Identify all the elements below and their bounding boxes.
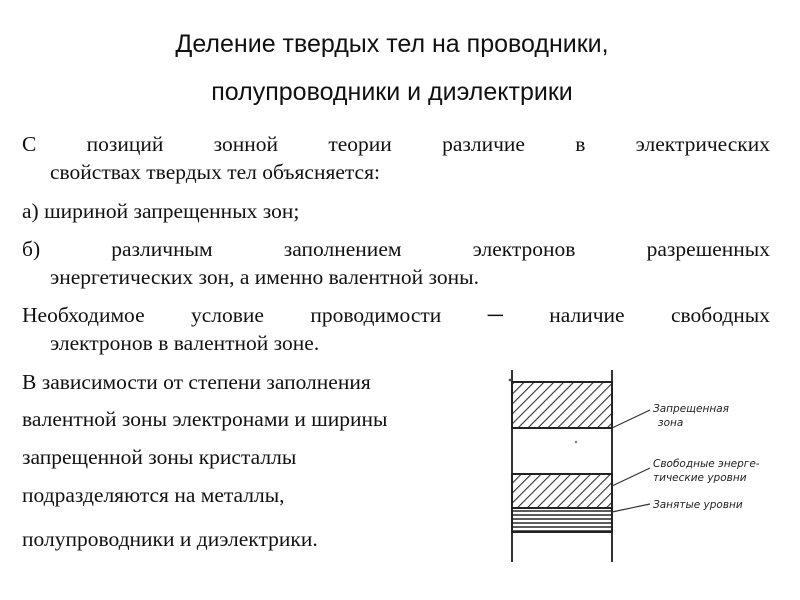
label-free-2: тические уровни [653, 472, 747, 484]
free-leader-line [612, 468, 650, 486]
paragraph-5-line-3: запрещенной зоны кристаллы [22, 445, 297, 469]
page-title-line-2: полупроводники и диэлектрики [211, 78, 573, 106]
occupied-levels-band [512, 508, 612, 532]
label-forbidden-1: Запрещенная [653, 403, 729, 415]
paragraph-2: а) шириной запрещенных зон; [22, 199, 300, 223]
forbidden-leader-line [612, 410, 650, 428]
paragraph-5-line-1: В зависимости от степени заполнения [22, 370, 371, 394]
band-diagram [500, 366, 800, 566]
paragraph-4-line-2: электронов в валентной зоне. [50, 331, 320, 355]
page-title-line-1: Деление твердых тел на проводники, [175, 30, 609, 58]
paragraph-1-line-1: С позиций зонной теории различие в электрических [22, 132, 770, 156]
paragraph-5-line-5: полупроводники и диэлектрики. [22, 527, 318, 551]
forbidden-zone-band [512, 382, 612, 428]
occupied-leader-line [612, 504, 650, 512]
paragraph-4-line-1: Необходимое условие проводимости ─ наличие свободных [22, 303, 770, 327]
label-forbidden-2: зона [658, 417, 684, 429]
paragraph-5-line-4: подразделяются на металлы, [22, 483, 285, 507]
label-free-1: Свободные энерге- [653, 458, 760, 470]
paragraph-1-line-2: свойствах твердых тел объясняется: [50, 160, 380, 184]
free-levels-band [512, 474, 612, 508]
paragraph-3-line-1: б) различным заполнением электронов разрешенных [22, 237, 770, 261]
paragraph-3-line-2: энергетических зон, а именно валентной зоны. [50, 265, 479, 289]
label-occupied: Занятые уровни [653, 499, 743, 511]
paragraph-5-line-2: валентной зоны электронами и ширины [22, 407, 388, 431]
